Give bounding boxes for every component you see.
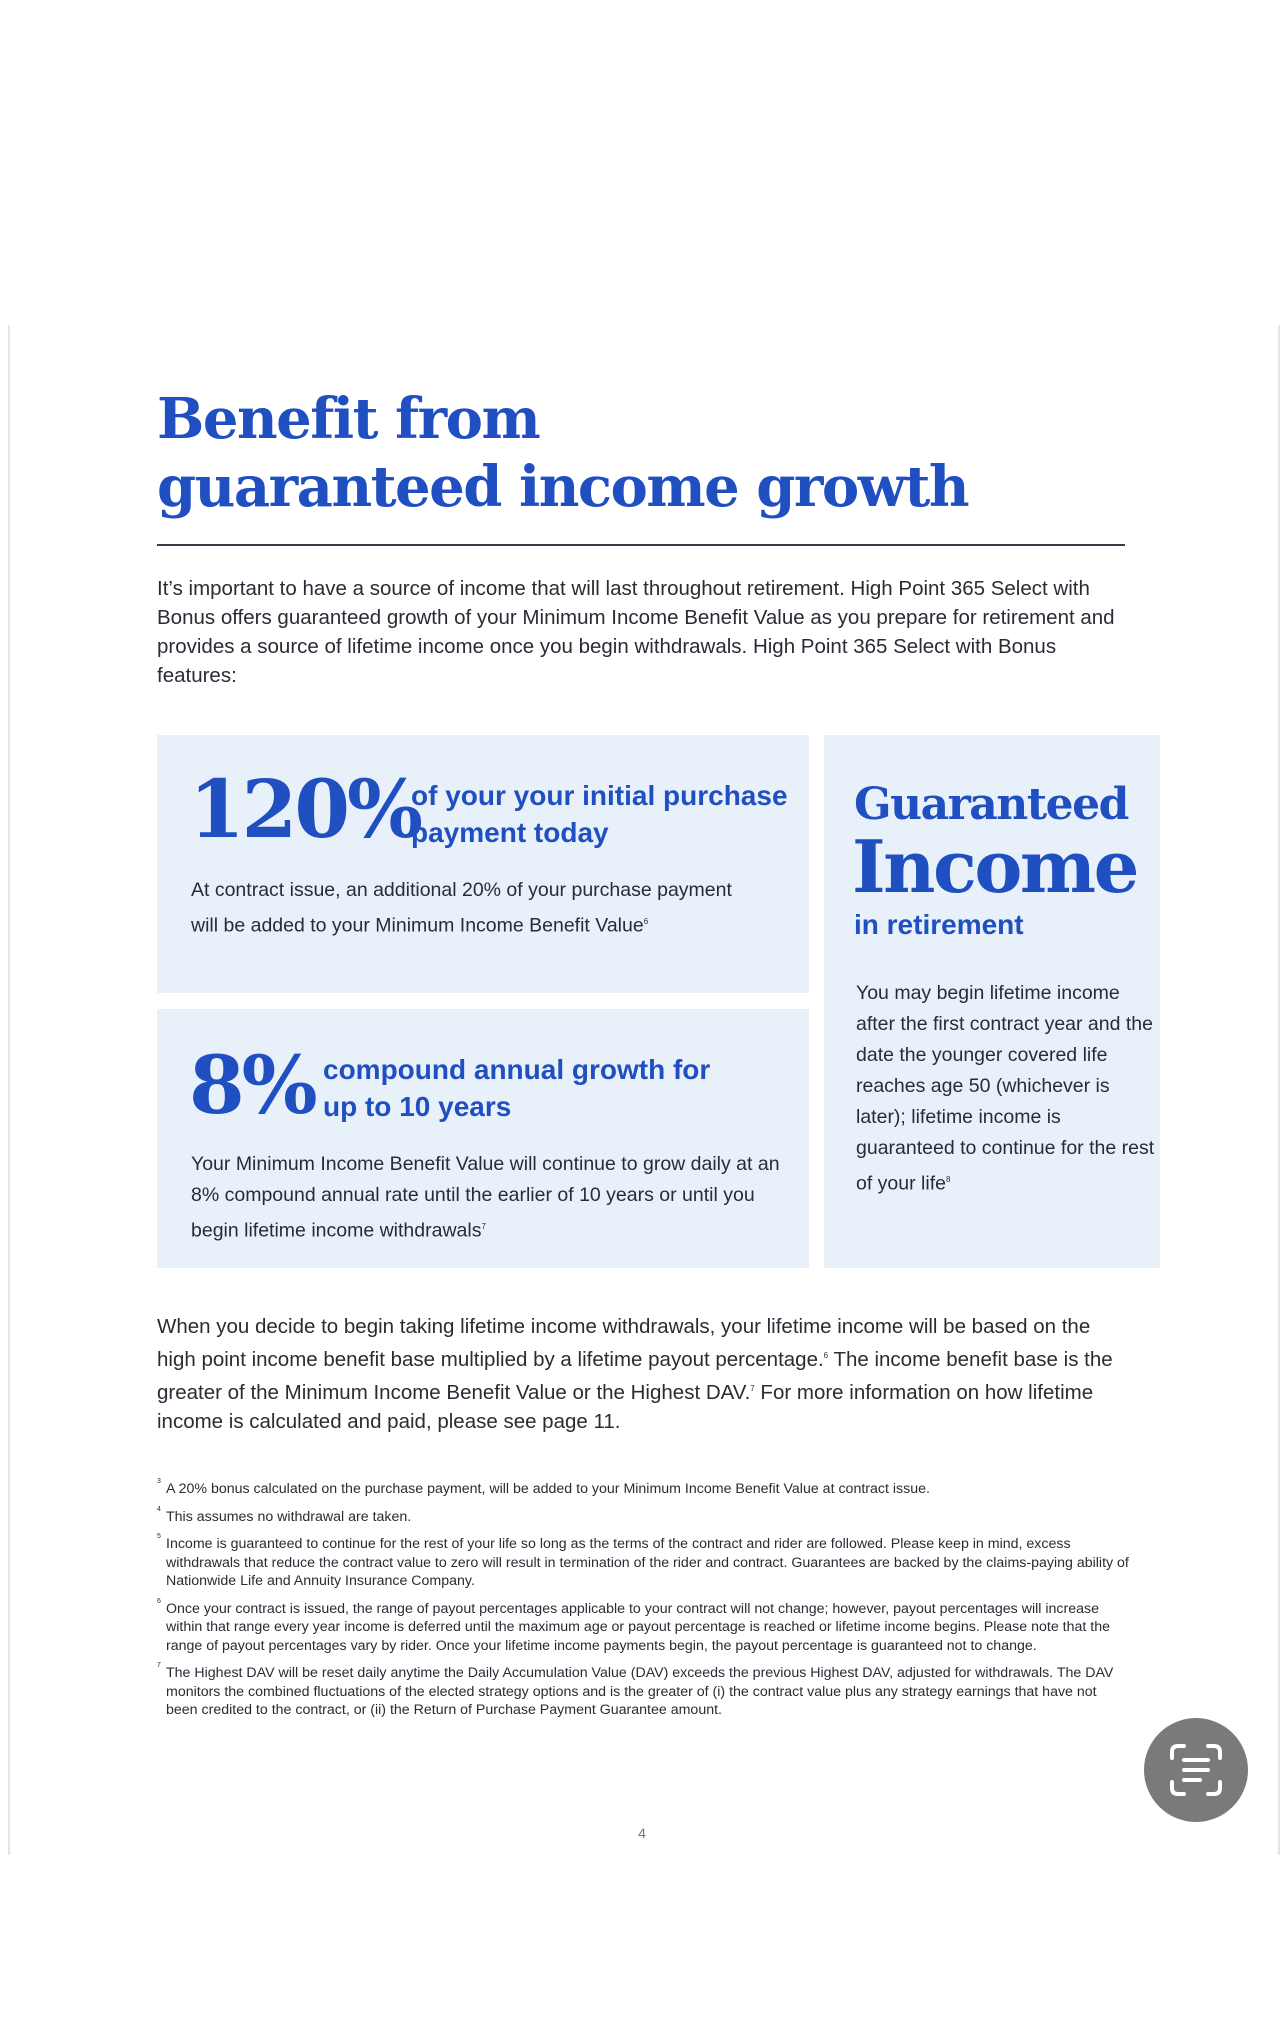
footnote-text: A 20% bonus calculated on the purchase payment, will be added to your Minimum Income Benefit Value at contract issue. bbox=[166, 1481, 930, 1497]
income-description-text: You may begin lifetime income after the first contract year and the date the younger covered life reaches age 50 (whichever is later); lifetime income is guaranteed to continue for the rest of your life bbox=[856, 982, 1155, 1195]
footnote-number: 3 bbox=[157, 1478, 161, 1485]
intro-paragraph: It’s important to have a source of income that will last throughout retirement. High Point 365 Select with Bonus offers guaranteed growth of your Minimum Income Benefit Value as you prepare for retirement and provides a source of lifetime income once you begin withdrawals. High Point 365 Select with Bonus features: bbox=[157, 577, 1115, 687]
income-heading-2: Income bbox=[852, 824, 1137, 909]
scan-text-icon bbox=[1166, 1740, 1226, 1800]
income-heading-3: in retirement bbox=[854, 909, 1024, 940]
bonus-description bbox=[191, 875, 761, 942]
footnote bbox=[157, 1480, 1132, 1499]
income-feature-box bbox=[824, 735, 1160, 1268]
footnote bbox=[157, 1597, 1132, 1656]
footnote bbox=[157, 1664, 1132, 1720]
title-divider bbox=[157, 544, 1125, 546]
bonus-subheading: of your your initial purchase payment today bbox=[411, 780, 788, 848]
para-part-1: When you decide to begin taking lifetime income withdrawals, your lifetime income will be based on the high point income benefit base multiplied by a lifetime payout percentage. bbox=[157, 1315, 1091, 1371]
income-heading-1: Guaranteed bbox=[854, 779, 1128, 830]
lifetime-income-paragraph bbox=[157, 1312, 1117, 1436]
bonus-percentage: 120% bbox=[189, 762, 421, 856]
footnote-text: This assumes no withdrawal are taken. bbox=[166, 1508, 412, 1525]
para-part-3: For more information on how lifetime income is calculated and paid, please see page 11. bbox=[157, 1380, 1094, 1433]
footnote-ref: 8 bbox=[945, 1175, 951, 1184]
growth-subheading: compound annual growth for up to 10 years bbox=[323, 1054, 711, 1122]
bonus-feature-box bbox=[157, 735, 809, 993]
scan-text-button[interactable] bbox=[1144, 1718, 1248, 1822]
footnote-number: 6 bbox=[157, 1597, 161, 1605]
growth-percentage: 8% bbox=[189, 1038, 315, 1132]
bonus-description-text: At contract issue, an additional 20% of your purchase payment will be added to your Minimum Income Benefit Value bbox=[191, 879, 732, 937]
income-description bbox=[856, 978, 1156, 1200]
growth-description-text: Your Minimum Income Benefit Value will continue to grow daily at an 8% compound annual rate until the earlier of 10 years or until you begin lifetime income withdrawals bbox=[191, 1153, 780, 1242]
footnote-number: 5 bbox=[157, 1533, 161, 1540]
footnote bbox=[157, 1535, 1132, 1591]
title-line-1: Benefit from bbox=[157, 386, 540, 452]
title-line-2: guaranteed income growth bbox=[157, 454, 969, 520]
para-part-2: The income benefit base is the greater of the Minimum Income Benefit Value or the Highest DAV. bbox=[157, 1347, 1113, 1404]
footnote-text: Income is guaranteed to continue for the rest of your life so long as the terms of the contract and rider are followed. Please keep in mind, excess withdrawals that reduce the contract value to zero will result in termination of the rider and contract. Guarantees are backed by the claims-paying ability of Nationwide Life and Annuity Insurance Company. bbox=[166, 1536, 1129, 1589]
footnote-ref: 7 bbox=[750, 1383, 755, 1393]
footnote-ref: 6 bbox=[823, 1351, 829, 1360]
footnote-ref: 6 bbox=[643, 917, 649, 926]
page-title bbox=[157, 385, 977, 521]
footnote bbox=[157, 1505, 1132, 1527]
footnote-ref: 7 bbox=[481, 1222, 486, 1231]
footnote-number: 4 bbox=[157, 1505, 161, 1513]
growth-feature-box bbox=[157, 1009, 809, 1268]
footnote-text: The Highest DAV will be reset daily anytime the Daily Accumulation Value (DAV) exceeds the previous Highest DAV, adjusted for withdrawals. The DAV monitors the combined fluctuations of the elected strategy options and is the greater of (i) the contract value plus any strategy earnings that have not been credited to the contract, or (ii) the Return of Purchase Payment Guarantee amount. bbox=[166, 1665, 1114, 1718]
footnote-number: 7 bbox=[157, 1662, 161, 1669]
footnotes bbox=[157, 1480, 1132, 1729]
footnote-text: Once your contract is issued, the range of payout percentages applicable to your contract will not change; however, payout percentages will increase within that range every year income is deferred until the maximum age or payout percentage is reached or lifetime income begins. Please note that the range of payout percentages vary by rider. Once your lifetime income payments begin, the payout percentage is guaranteed not to change. bbox=[166, 1600, 1110, 1654]
growth-description bbox=[191, 1149, 781, 1247]
page-number: 4 bbox=[638, 1825, 646, 1841]
